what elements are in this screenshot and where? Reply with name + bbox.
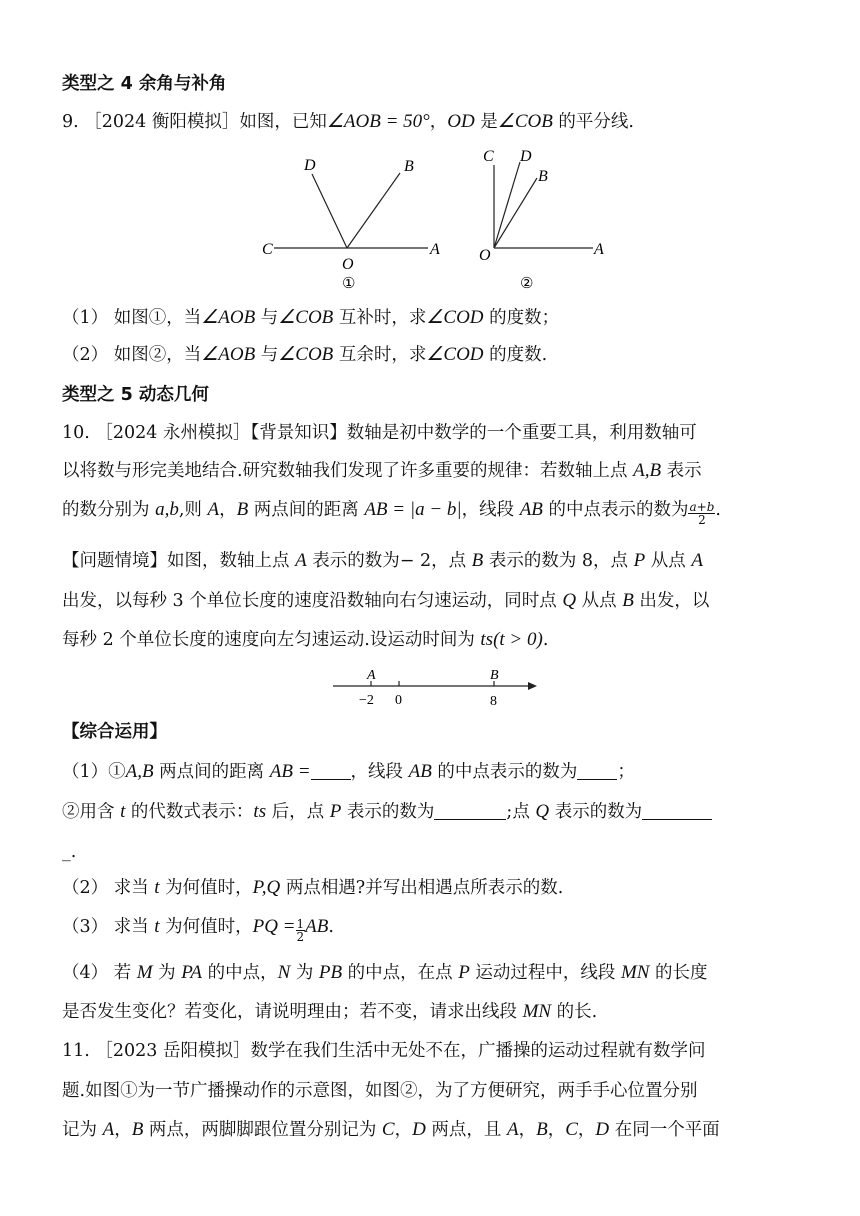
q10-line-5 (62, 589, 709, 613)
q10-part-4 (62, 961, 708, 985)
number-line-arrow-icon (528, 682, 537, 690)
q9-p2-d: 的度数. (483, 345, 548, 365)
section-heading-4: 类型之 4 余角与补角 (62, 74, 227, 94)
q9-p1-d: 的度数； (483, 308, 560, 328)
q9-p1-b: 与 (255, 308, 279, 328)
fig2-label-o: O (479, 247, 491, 264)
q10-p4c: 的中点， (202, 963, 278, 983)
q10-p2c: 两点相遇?并写出相遇点所表示的数. (280, 878, 564, 898)
q11-l3b: ， (114, 1120, 132, 1140)
q9-p2-a: （2） 如图②，当 (62, 345, 202, 365)
q10-s1m3: AB (408, 761, 432, 782)
q10-s1a: （1）① (62, 762, 126, 782)
half-numerator: 1 (296, 917, 305, 931)
fig1-label-b: B (404, 158, 414, 175)
q10-p2a: （2） 求当 (62, 878, 155, 898)
fig1-ray-od (312, 174, 347, 248)
fig1-label-a: A (430, 241, 440, 258)
q9-p1-aob: ∠AOB (201, 307, 256, 328)
fraction-denominator: 2 (698, 513, 706, 527)
fig1-label-d: D (304, 157, 316, 174)
q10-l3m5: AB (519, 499, 543, 520)
q10-l3m4: AB = |a − b| (364, 499, 462, 520)
number-line-figure (325, 664, 545, 710)
q10-l3b: ,则 (178, 500, 208, 520)
q11-line-3 (62, 1118, 720, 1142)
q10-p4e: 的中点，在点 (342, 963, 459, 983)
q9-p1-cod: ∠COD (426, 307, 484, 328)
q10-s1e: ； (617, 762, 635, 782)
q10-l6m: ts(t > 0) (480, 629, 543, 650)
q10-l3d: 两点间的距离 (248, 500, 365, 520)
q10-l3a: 的数分别为 (62, 500, 156, 520)
q10-l2m: A,B (633, 460, 662, 481)
q10-line-4 (62, 549, 703, 573)
q10-p2m1: t (154, 877, 160, 898)
q10-l5c: 出发，以 (633, 591, 710, 611)
q10-p2b: 为何值时， (159, 878, 253, 898)
q10-p4b: 为 (152, 963, 182, 983)
q9-part-1 (62, 306, 559, 330)
half-fraction (296, 918, 306, 943)
q10-line-3 (62, 498, 721, 526)
q11-l3i: 在同一个平面 (609, 1120, 720, 1140)
q10-p4f: 运动过程中，线段 (469, 963, 621, 983)
q10-l4b: 表示的数为− 2，点 (306, 551, 472, 571)
fraction-numerator: a+b (689, 500, 715, 514)
q11-l3e: 两点，且 (425, 1120, 507, 1140)
q11-l3f: ， (518, 1120, 537, 1140)
q10-p4g: 的长度 (649, 963, 708, 983)
q9-figures (250, 145, 620, 295)
fig2-label-c: C (483, 148, 494, 165)
q10-l4c: 表示的数为 8，点 (483, 551, 634, 571)
q10-part-4-line-2 (62, 1000, 597, 1024)
q9-p2-aob: ∠AOB (201, 344, 256, 365)
q11-line-1: 11. ［2023 岳阳模拟］数学在我们生活中无处不在，广播操的运动过程就有数学问 (62, 1041, 706, 1061)
axis-label-b: B (490, 668, 499, 683)
q10-s2m2: ts (253, 801, 267, 822)
q10-l2a: 以将数与形完美地结合.研究数轴我们发现了许多重要的规律：若数轴上点 (62, 461, 634, 481)
midpoint-fraction (688, 501, 715, 526)
answer-blank-p[interactable] (434, 801, 506, 820)
q11-l3c: 两点，两脚脚跟位置分别记为 (143, 1120, 382, 1140)
q10-s2m1: t (120, 801, 126, 822)
q10-p4m1: M (136, 962, 153, 983)
q10-p3m3: AB (305, 916, 329, 937)
q10-s2d: 表示的数为 (341, 802, 435, 822)
q11-l3m8: D (595, 1119, 610, 1140)
q10-sub-1 (62, 760, 635, 784)
q9-part-2 (62, 343, 547, 367)
q10-s1b: 两点间的距离 (153, 762, 270, 782)
q10-s2m3: P (329, 801, 342, 822)
q9-sep: ， (429, 112, 448, 132)
q10-p4a: （4） 若 (62, 963, 137, 983)
q10-l4d: 从点 (645, 551, 692, 571)
axis-num-minus2: −2 (359, 693, 374, 708)
q11-l3d: ， (394, 1120, 413, 1140)
q10-p4m2: PA (181, 962, 202, 983)
fig1-ray-ob (347, 173, 400, 248)
q10-l3m3: B (236, 499, 249, 520)
q10-l4m1: A (295, 550, 307, 571)
q10-p4m6: MN (620, 962, 650, 983)
q11-line-2: 题.如图①为一节广播操动作的示意图，如图②，为了方便研究，两手手心位置分别 (62, 1081, 698, 1101)
q10-l5b: 从点 (576, 591, 623, 611)
q10-p4l2a: 是否发生变化？若变化，请说明理由；若不变，请求出线段 (62, 1002, 523, 1022)
q10-l4m2: B (471, 550, 484, 571)
q10-l5m1: Q (562, 590, 577, 611)
q10-p4m3: N (277, 962, 291, 983)
question-9-stem (62, 110, 634, 134)
q10-p3a: （3） 求当 (62, 917, 155, 937)
q10-l6a: 每秒 2 个单位长度的速度向左匀速运动.设运动时间为 (62, 630, 481, 650)
axis-num-8: 8 (490, 694, 497, 709)
q10-p3m2: PQ = (252, 916, 296, 937)
q10-s1m1: A,B (125, 761, 154, 782)
q11-l3m7: C (565, 1119, 578, 1140)
q10-p3c: . (328, 917, 334, 937)
q10-p4l2m: MN (522, 1001, 552, 1022)
half-denominator: 2 (296, 930, 305, 944)
q10-l3m2: A (207, 499, 220, 520)
q10-s2e: ;点 (506, 802, 536, 822)
q9-p1-cob: ∠COB (278, 307, 334, 328)
section-heading-5: 类型之 5 动态几何 (62, 385, 209, 405)
q10-l4a: 【问题情境】如图，数轴上点 (62, 551, 296, 571)
q10-p3b: 为何值时， (159, 917, 253, 937)
fig1-label-o: O (342, 256, 354, 273)
q10-line-2 (62, 459, 702, 483)
q10-line-1: 10. ［2024 永州模拟］【背景知识】数轴是初中数学的一个重要工具，利用数轴可 (62, 423, 697, 443)
answer-blank-ab[interactable] (311, 761, 351, 780)
q9-condition: ∠AOB = 50° (326, 111, 430, 132)
q10-l3g: . (715, 500, 721, 520)
fig2-ray-ob (494, 178, 537, 248)
q9-p1-c: 互补时，求 (333, 308, 427, 328)
q11-l3m3: C (381, 1119, 395, 1140)
q11-l3m4: D (412, 1119, 426, 1140)
q9-p2-c: 互余时，求 (333, 345, 427, 365)
q10-s2a: ②用含 (62, 802, 121, 822)
fig1-caption: ① (342, 276, 356, 292)
q10-l5a: 出发，以每秒 3 个单位长度的速度沿数轴向右匀速运动，同时点 (62, 591, 563, 611)
q9-lead: 9. ［2024 衡阳模拟］如图，已知 (62, 112, 327, 132)
q10-l4m3: P (633, 550, 646, 571)
combo-heading: 【综合运用】 (62, 722, 167, 742)
q11-l3m2: B (131, 1119, 144, 1140)
q10-p4m5: P (458, 962, 470, 983)
q10-l6b: . (542, 630, 549, 650)
q9-mid: 是 (474, 112, 498, 132)
fig2-label-a: A (594, 241, 604, 258)
q11-l3m1: A (102, 1119, 115, 1140)
q10-l3m1: a,b (155, 499, 179, 520)
fig2-label-b: B (538, 168, 548, 185)
q10-l5m2: B (622, 590, 634, 611)
fig2-ray-od (494, 162, 520, 248)
q10-s1m2: AB = (269, 761, 311, 782)
q10-part-3 (62, 915, 334, 943)
q9-p2-cob: ∠COB (278, 344, 334, 365)
q10-line-6 (62, 628, 548, 652)
q10-s1d: 的中点表示的数为 (431, 762, 578, 782)
q10-l3c: ， (219, 500, 237, 520)
q11-l3m5: A (506, 1119, 519, 1140)
q9-p2-cod: ∠COD (426, 344, 484, 365)
answer-blank-midpoint[interactable] (577, 761, 617, 780)
q9-p2-b: 与 (255, 345, 279, 365)
q10-p4d: 为 (290, 963, 319, 983)
fig1-label-c: C (262, 241, 273, 258)
axis-num-0: 0 (395, 693, 402, 708)
axis-label-a: A (367, 668, 376, 683)
q10-l3e: ，线段 (461, 500, 520, 520)
figure-1 (274, 173, 428, 248)
q10-s2f: 表示的数为 (549, 802, 643, 822)
q10-sub-2-tail: _. (62, 842, 77, 862)
q10-p4l2b: 的长. (551, 1002, 598, 1022)
q11-l3m6: B (536, 1119, 548, 1140)
q9-p1-a: （1） 如图①，当 (62, 308, 202, 328)
q11-l3g: ， (547, 1120, 566, 1140)
q10-s1c: ，线段 (350, 762, 409, 782)
q10-p4m4: PB (318, 962, 343, 983)
q10-part-2 (62, 876, 563, 900)
fig2-caption: ② (520, 276, 534, 292)
q9-tail: 的平分线. (552, 112, 634, 132)
q9-cob: ∠COB (497, 111, 553, 132)
q9-od: OD (447, 111, 475, 132)
q10-l4m4: A (691, 550, 703, 571)
q10-s2b: 的代数式表示： (125, 802, 254, 822)
q10-l2b: 表示 (661, 461, 702, 481)
q10-s2c: 后，点 (266, 802, 330, 822)
q10-p3m1: t (154, 916, 160, 937)
q11-l3h: ， (577, 1120, 596, 1140)
q10-sub-2 (62, 800, 712, 824)
q11-l3a: 记为 (62, 1120, 103, 1140)
q10-p2m2: P,Q (252, 877, 281, 898)
q10-s2m4: Q (535, 801, 550, 822)
answer-blank-q[interactable] (642, 801, 712, 820)
q10-l3f: 的中点表示的数为 (542, 500, 689, 520)
fig2-label-d: D (520, 148, 532, 165)
